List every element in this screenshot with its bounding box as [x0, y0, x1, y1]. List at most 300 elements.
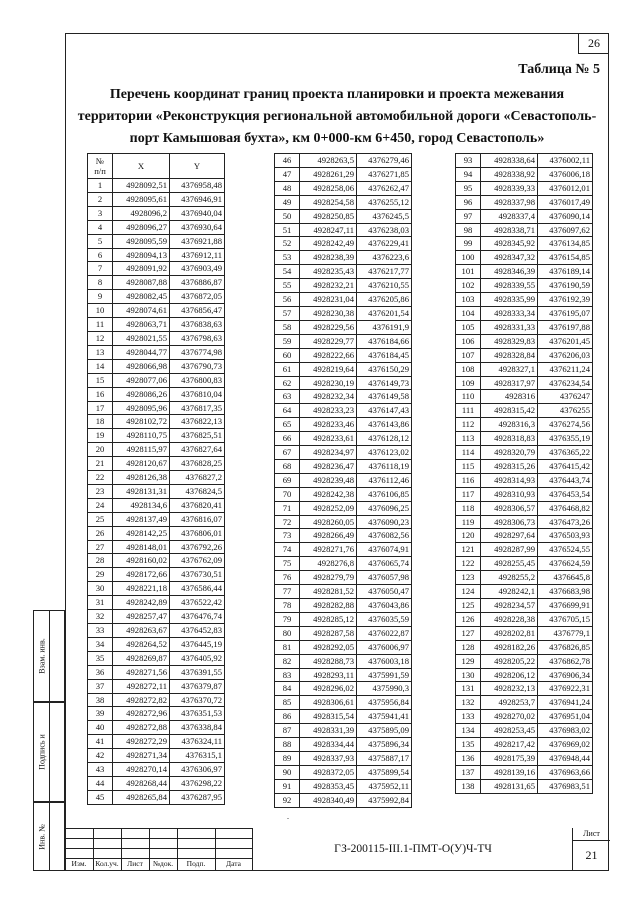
point-number: 7: [88, 262, 113, 276]
coord-y: 4376827,64: [170, 443, 225, 457]
coord-y: 4376355,19: [538, 432, 593, 446]
coord-y: 4376279,46: [357, 154, 412, 168]
coord-y: 4375991,59: [357, 668, 412, 682]
coord-y: 4375992,84: [357, 793, 412, 807]
point-number: 47: [275, 167, 300, 181]
coord-y: 4376790,73: [170, 359, 225, 373]
point-number: 39: [88, 707, 113, 721]
point-number: 57: [275, 306, 300, 320]
coord-x: 4928281,52: [300, 585, 357, 599]
coord-y: 4376184,45: [357, 348, 412, 362]
coord-y: 4376315,1: [170, 749, 225, 763]
point-number: 72: [275, 515, 300, 529]
point-number: 66: [275, 432, 300, 446]
point-number: 113: [456, 432, 481, 446]
table-row: [88, 206, 225, 220]
point-number: 50: [275, 209, 300, 223]
table-row: [88, 373, 225, 387]
coord-x: 4928096,27: [113, 220, 170, 234]
point-number: 100: [456, 251, 481, 265]
side-label-inv: Инв. №: [37, 823, 46, 850]
table-row: [456, 459, 593, 473]
point-number: 101: [456, 265, 481, 279]
point-number: 3: [88, 206, 113, 220]
point-number: 75: [275, 557, 300, 571]
point-number: 30: [88, 582, 113, 596]
document-heading: [66, 84, 608, 150]
table-row: [456, 487, 593, 501]
point-number: 135: [456, 738, 481, 752]
coord-y: 4376473,26: [538, 515, 593, 529]
coord-y: 4376921,88: [170, 234, 225, 248]
coord-y: 4376050,47: [357, 585, 412, 599]
point-number: 137: [456, 765, 481, 779]
point-number: 108: [456, 362, 481, 376]
table-row: [88, 554, 225, 568]
coord-x: 4928271,56: [113, 665, 170, 679]
point-number: 105: [456, 320, 481, 334]
title-block: [65, 828, 609, 871]
coord-y: 4376298,22: [170, 776, 225, 790]
point-number: 29: [88, 568, 113, 582]
coord-y: 4375896,34: [357, 738, 412, 752]
coord-y: 4376035,59: [357, 612, 412, 626]
table-row: [275, 543, 412, 557]
point-number: 131: [456, 682, 481, 696]
coord-x: 4928230,19: [300, 376, 357, 390]
coord-y: 4376872,05: [170, 290, 225, 304]
coord-x: 4928233,46: [300, 418, 357, 432]
table-row: [456, 251, 593, 265]
table-row: [275, 418, 412, 432]
table-row: [88, 776, 225, 790]
point-number: 116: [456, 473, 481, 487]
table-row: [275, 320, 412, 334]
table-row: [456, 501, 593, 515]
coord-y: 4376886,87: [170, 276, 225, 290]
coord-x: 4928232,13: [481, 682, 538, 696]
point-number: 6: [88, 248, 113, 262]
table-row: [456, 279, 593, 293]
point-number: 102: [456, 279, 481, 293]
table-row: [275, 571, 412, 585]
coord-y: 4376223,6: [357, 251, 412, 265]
coord-y: 4376210,55: [357, 279, 412, 293]
coord-x: 4928260,05: [300, 515, 357, 529]
point-number: 138: [456, 779, 481, 793]
coord-x: 4928126,38: [113, 471, 170, 485]
point-number: 34: [88, 637, 113, 651]
table-row: [456, 779, 593, 793]
coord-x: 4928272,11: [113, 679, 170, 693]
table-row: [456, 154, 593, 168]
coord-y: 4376012,01: [538, 181, 593, 195]
point-number: 120: [456, 529, 481, 543]
point-number: 42: [88, 749, 113, 763]
coord-y: 4376825,51: [170, 429, 225, 443]
point-number: 70: [275, 487, 300, 501]
coord-x: 4928328,84: [481, 348, 538, 362]
coord-y: 4376912,11: [170, 248, 225, 262]
point-number: 96: [456, 195, 481, 209]
table-row: [456, 668, 593, 682]
coord-y: 4376798,63: [170, 331, 225, 345]
coord-x: 4928182,26: [481, 640, 538, 654]
coord-x: 4928257,47: [113, 610, 170, 624]
point-number: 43: [88, 763, 113, 777]
coord-x: 4928339,33: [481, 181, 538, 195]
coord-y: 4376043,86: [357, 599, 412, 613]
coordinates-table-2: [274, 153, 412, 808]
coord-x: 4928095,96: [113, 401, 170, 415]
point-number: 98: [456, 223, 481, 237]
point-number: 90: [275, 765, 300, 779]
coord-x: 4928258,06: [300, 181, 357, 195]
point-number: 74: [275, 543, 300, 557]
point-number: 37: [88, 679, 113, 693]
coord-x: 4928310,93: [481, 487, 538, 501]
point-number: 129: [456, 654, 481, 668]
coord-y: 4376779,1: [538, 626, 593, 640]
coord-x: 4928131,65: [481, 779, 538, 793]
coord-x: 4928288,73: [300, 654, 357, 668]
coord-x: 4928292,05: [300, 640, 357, 654]
coord-x: 4928205,22: [481, 654, 538, 668]
coord-y: 4376201,45: [538, 334, 593, 348]
coord-y: 4376112,46: [357, 473, 412, 487]
coord-y: 4376097,62: [538, 223, 593, 237]
table-row: [275, 195, 412, 209]
point-number: 128: [456, 640, 481, 654]
coord-x: 4928269,87: [113, 651, 170, 665]
coord-x: 4928095,59: [113, 234, 170, 248]
coordinates-table-1: [87, 153, 225, 805]
coord-x: 4928293,11: [300, 668, 357, 682]
point-number: 41: [88, 735, 113, 749]
coord-y: 4375941,41: [357, 710, 412, 724]
header-num: № п/п: [88, 154, 113, 179]
coord-x: 4928353,45: [300, 779, 357, 793]
coord-x: 4928235,43: [300, 265, 357, 279]
table-row: [88, 665, 225, 679]
coord-x: 4928270,14: [113, 763, 170, 777]
coord-x: 4928271,34: [113, 749, 170, 763]
tb-list: Лист: [127, 859, 143, 868]
coord-y: 4376940,04: [170, 206, 225, 220]
tb-kol: Кол.уч.: [95, 859, 119, 868]
point-number: 77: [275, 585, 300, 599]
coord-x: 4928306,73: [481, 515, 538, 529]
side-label-podpis: Подпись и: [37, 734, 46, 770]
table-row: [275, 501, 412, 515]
table-row: [456, 612, 593, 626]
table-row: [88, 415, 225, 429]
tb-izm: Изм.: [71, 859, 87, 868]
coord-y: 4376106,85: [357, 487, 412, 501]
point-number: 112: [456, 418, 481, 432]
tb-ndok: №док.: [152, 859, 174, 868]
point-number: 78: [275, 599, 300, 613]
coord-x: 4928137,49: [113, 512, 170, 526]
table-row: [88, 624, 225, 638]
coord-x: 4928255,2: [481, 571, 538, 585]
point-number: 87: [275, 724, 300, 738]
table-row: [88, 401, 225, 415]
table-row: [456, 751, 593, 765]
coord-y: 4376683,98: [538, 585, 593, 599]
coord-x: 4928096,2: [113, 206, 170, 220]
coord-y: 4376820,41: [170, 498, 225, 512]
table-row: [88, 610, 225, 624]
table-row: [88, 345, 225, 359]
coord-x: 4928077,06: [113, 373, 170, 387]
table-row: [275, 473, 412, 487]
table-row: [275, 738, 412, 752]
table-row: [275, 362, 412, 376]
table-row: [456, 362, 593, 376]
coord-y: 4376699,91: [538, 599, 593, 613]
point-number: 27: [88, 540, 113, 554]
coord-x: 4928320,79: [481, 446, 538, 460]
coord-y: 4376453,54: [538, 487, 593, 501]
point-number: 79: [275, 612, 300, 626]
point-number: 104: [456, 306, 481, 320]
table-row: [88, 443, 225, 457]
point-number: 23: [88, 484, 113, 498]
table-row: [456, 682, 593, 696]
coord-x: 4928232,21: [300, 279, 357, 293]
coord-x: 4928279,79: [300, 571, 357, 585]
table-row: [456, 181, 593, 195]
coord-x: 4928338,92: [481, 167, 538, 181]
coord-y: 4376817,35: [170, 401, 225, 415]
point-number: 21: [88, 457, 113, 471]
table-row: [275, 293, 412, 307]
coord-y: 4376951,04: [538, 710, 593, 724]
point-number: 73: [275, 529, 300, 543]
coord-x: 4928316: [481, 390, 538, 404]
point-number: 24: [88, 498, 113, 512]
point-number: 80: [275, 626, 300, 640]
coord-y: 4376149,73: [357, 376, 412, 390]
coord-y: 4376234,54: [538, 376, 593, 390]
point-number: 17: [88, 401, 113, 415]
table-row: [275, 251, 412, 265]
side-stamp-inv: [33, 802, 65, 871]
coord-x: 4928339,55: [481, 279, 538, 293]
side-stamp-podpis: [33, 702, 65, 802]
table-row: [275, 348, 412, 362]
table-row: [456, 654, 593, 668]
coord-x: 4928242,89: [113, 596, 170, 610]
coord-x: 4928266,49: [300, 529, 357, 543]
coord-y: 4376827,2: [170, 471, 225, 485]
coord-x: 4928120,67: [113, 457, 170, 471]
point-number: 58: [275, 320, 300, 334]
coord-y: 4376003,18: [357, 654, 412, 668]
table-row: [456, 557, 593, 571]
stray-mark: .: [287, 812, 289, 821]
point-number: 86: [275, 710, 300, 724]
coord-x: 4928265,84: [113, 790, 170, 804]
table-row: [88, 498, 225, 512]
coord-y: 4376810,04: [170, 387, 225, 401]
point-number: 81: [275, 640, 300, 654]
table-row: [456, 515, 593, 529]
coord-y: 4376143,86: [357, 418, 412, 432]
table-row: [88, 429, 225, 443]
table-row: [275, 529, 412, 543]
point-number: 8: [88, 276, 113, 290]
point-number: 124: [456, 585, 481, 599]
point-number: 132: [456, 696, 481, 710]
coord-y: 4376792,26: [170, 540, 225, 554]
coord-y: 4376391,55: [170, 665, 225, 679]
coord-x: 4928074,61: [113, 304, 170, 318]
coord-x: 4928233,23: [300, 404, 357, 418]
coord-y: 4376245,5: [357, 209, 412, 223]
point-number: 15: [88, 373, 113, 387]
coord-x: 4928276,8: [300, 557, 357, 571]
coord-y: 4376150,29: [357, 362, 412, 376]
table-row: [275, 404, 412, 418]
coord-y: 4376826,85: [538, 640, 593, 654]
table-row: [275, 612, 412, 626]
point-number: 1: [88, 179, 113, 193]
point-number: 59: [275, 334, 300, 348]
heading-line-3: порт Камышовая бухта», км 0+000-км 6+450, город Севастополь»: [129, 131, 545, 146]
point-number: 123: [456, 571, 481, 585]
coord-x: 4928242,1: [481, 585, 538, 599]
point-number: 49: [275, 195, 300, 209]
table-row: [275, 432, 412, 446]
coord-x: 4928337,93: [300, 751, 357, 765]
coord-y: 4376941,24: [538, 696, 593, 710]
point-number: 133: [456, 710, 481, 724]
point-number: 121: [456, 543, 481, 557]
coord-y: 4376828,25: [170, 457, 225, 471]
coord-y: 4375895,09: [357, 724, 412, 738]
point-number: 10: [88, 304, 113, 318]
table-row: [456, 473, 593, 487]
coord-x: 4928092,51: [113, 179, 170, 193]
table-row: [88, 179, 225, 193]
coord-x: 4928271,76: [300, 543, 357, 557]
coord-y: 4376645,8: [538, 571, 593, 585]
coord-x: 4928172,66: [113, 568, 170, 582]
coord-x: 4928334,44: [300, 738, 357, 752]
table-row: [88, 192, 225, 206]
coord-x: 4928202,81: [481, 626, 538, 640]
coord-x: 4928338,64: [481, 154, 538, 168]
coord-x: 4928175,39: [481, 751, 538, 765]
table-row: [88, 290, 225, 304]
coord-y: 4376963,66: [538, 765, 593, 779]
coord-x: 4928306,57: [481, 501, 538, 515]
table-row: [88, 749, 225, 763]
point-number: 117: [456, 487, 481, 501]
coord-x: 4928315,26: [481, 459, 538, 473]
point-number: 67: [275, 446, 300, 460]
coord-y: 4376247: [538, 390, 593, 404]
table-row: [275, 265, 412, 279]
coord-y: 4376822,13: [170, 415, 225, 429]
table-row: [88, 707, 225, 721]
document-code: ГЗ-200115-III.1-ПМТ-О(У)Ч-ТЧ: [252, 828, 573, 871]
table-row: [275, 181, 412, 195]
point-number: 28: [88, 554, 113, 568]
coord-x: 4928268,44: [113, 776, 170, 790]
coord-y: 4376522,42: [170, 596, 225, 610]
point-number: 103: [456, 293, 481, 307]
coord-x: 4928372,05: [300, 765, 357, 779]
coord-x: 4928272,29: [113, 735, 170, 749]
coord-x: 4928236,47: [300, 459, 357, 473]
coord-x: 4928229,56: [300, 320, 357, 334]
coord-x: 4928082,45: [113, 290, 170, 304]
coord-y: 4376255,12: [357, 195, 412, 209]
coord-x: 4928314,93: [481, 473, 538, 487]
point-number: 126: [456, 612, 481, 626]
table-row: [275, 751, 412, 765]
table-row: [88, 276, 225, 290]
point-number: 25: [88, 512, 113, 526]
coord-y: 4376922,31: [538, 682, 593, 696]
coord-x: 4928234,97: [300, 446, 357, 460]
table-row: [275, 515, 412, 529]
coord-y: 4376476,74: [170, 610, 225, 624]
tb-podp: Подп.: [186, 859, 206, 868]
coord-y: 4376370,72: [170, 693, 225, 707]
table-row: [275, 599, 412, 613]
coord-y: 4376930,64: [170, 220, 225, 234]
table-row: [88, 679, 225, 693]
coord-y: 4376969,02: [538, 738, 593, 752]
point-number: 114: [456, 446, 481, 460]
point-number: 84: [275, 682, 300, 696]
coord-y: 4376906,34: [538, 668, 593, 682]
coord-x: 4928315,42: [481, 404, 538, 418]
point-number: 71: [275, 501, 300, 515]
coord-y: 4376958,48: [170, 179, 225, 193]
coord-y: 4376006,97: [357, 640, 412, 654]
point-number: 62: [275, 376, 300, 390]
coord-x: 4928231,04: [300, 293, 357, 307]
table-row: [456, 696, 593, 710]
coord-x: 4928148,01: [113, 540, 170, 554]
sheet-number: 21: [572, 840, 610, 871]
coord-y: 4376415,42: [538, 459, 593, 473]
coord-y: 4376017,49: [538, 195, 593, 209]
coord-x: 4928229,77: [300, 334, 357, 348]
point-number: 83: [275, 668, 300, 682]
heading-line-2: территории «Реконструкция региональной автомобильной дороги «Севастополь-: [77, 109, 597, 124]
coord-x: 4928139,16: [481, 765, 538, 779]
table-row: [275, 223, 412, 237]
point-number: 26: [88, 526, 113, 540]
coord-y: 4376274,56: [538, 418, 593, 432]
coord-x: 4928219,64: [300, 362, 357, 376]
coord-y: 4376524,55: [538, 543, 593, 557]
coord-x: 4928232,34: [300, 390, 357, 404]
table-row: [456, 306, 593, 320]
point-number: 19: [88, 429, 113, 443]
coord-x: 4928285,12: [300, 612, 357, 626]
coord-y: 4376128,12: [357, 432, 412, 446]
table-row: [275, 154, 412, 168]
coord-x: 4928340,49: [300, 793, 357, 807]
coord-x: 4928066,98: [113, 359, 170, 373]
